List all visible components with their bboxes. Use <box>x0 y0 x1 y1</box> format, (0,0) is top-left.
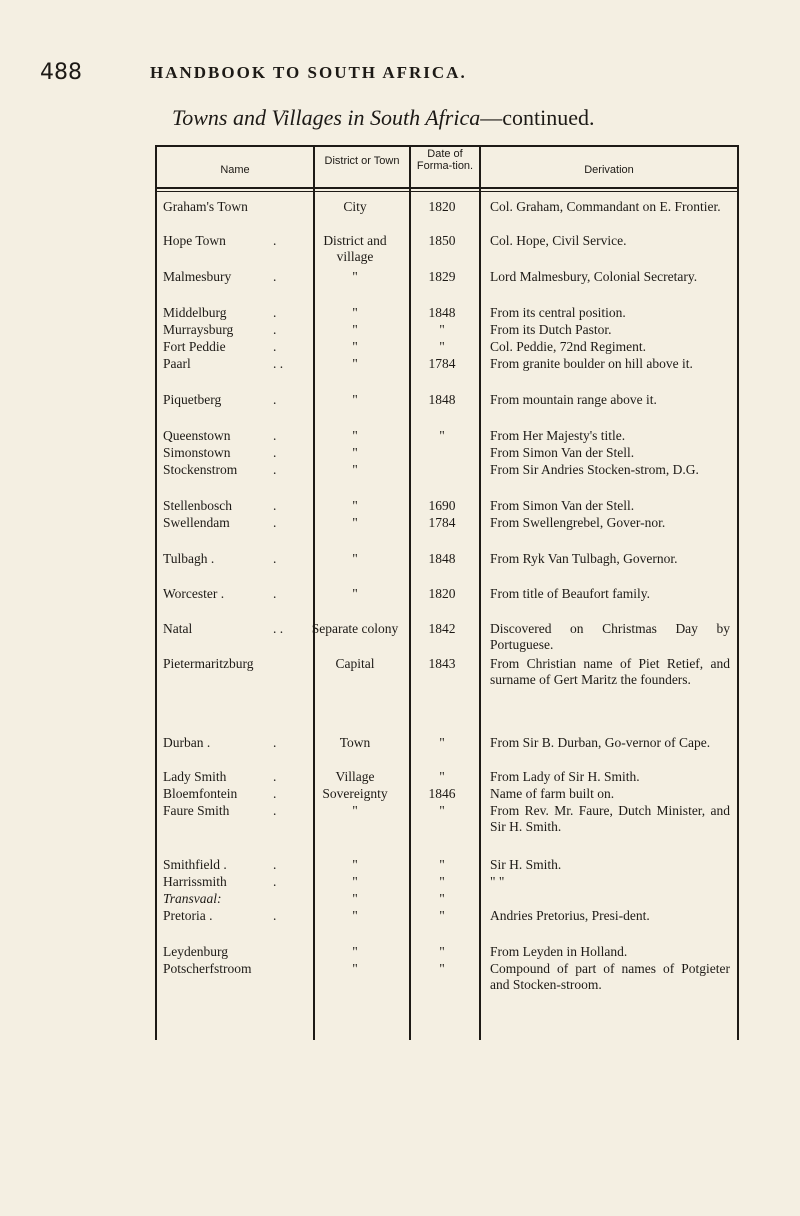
district-cell: Village <box>335 769 375 784</box>
town-name: Stockenstrom <box>163 462 238 477</box>
leader-dots: . <box>273 515 277 530</box>
date-cell: 1784 <box>428 356 456 371</box>
row-name <box>163 515 277 531</box>
district-cell: " <box>352 356 358 371</box>
district-cell: " <box>352 462 358 477</box>
derivation-cell: From its central position. <box>490 305 626 320</box>
district-cell: Sovereignty <box>322 786 388 801</box>
date-cell: " <box>439 908 445 923</box>
leader-dots: . <box>273 233 277 248</box>
derivation-cell: From granite boulder on hill above it. <box>490 356 693 371</box>
derivation-cell: From its Dutch Pastor. <box>490 322 612 337</box>
date-cell: 1842 <box>428 621 456 636</box>
row-name <box>163 392 277 408</box>
leader-dots: . <box>273 803 277 818</box>
leader-dots: . <box>273 392 277 407</box>
district-cell: " <box>352 586 358 601</box>
row-name <box>163 786 277 802</box>
leader-dots: . <box>273 462 277 477</box>
leader-dots: . <box>273 769 277 784</box>
row-name <box>163 199 248 215</box>
district-cell: " <box>352 498 358 513</box>
town-name: Bloemfontein <box>163 786 238 801</box>
district-cell: " <box>352 322 358 337</box>
leader-dots: . <box>273 908 277 923</box>
date-cell: 1820 <box>428 586 456 601</box>
town-name: Worcester . <box>163 586 225 601</box>
town-name: Piquetberg <box>163 392 222 407</box>
row-name <box>163 961 252 977</box>
district-cell: Capital <box>335 656 375 671</box>
town-name: Queenstown <box>163 428 231 443</box>
district-cell: " <box>352 515 358 530</box>
leader-dots: . <box>273 428 277 443</box>
district-cell: Separate colony <box>311 621 399 636</box>
column-header-name: Name <box>220 164 250 176</box>
leader-dots: . <box>273 269 277 284</box>
town-name: Pietermaritzburg <box>163 656 254 671</box>
leader-dots: . <box>273 305 277 320</box>
town-name: Transvaal: <box>163 891 222 906</box>
district-cell: City <box>343 199 367 214</box>
derivation-cell: From Swellengrebel, Gover-nor. <box>490 515 666 530</box>
date-cell: " <box>439 803 445 818</box>
derivation-cell: From Her Majesty's title. <box>490 428 626 443</box>
district-cell: " <box>352 908 358 923</box>
table-title-continued: —continued. <box>480 105 595 130</box>
leader-dots: . <box>273 551 277 566</box>
row-name <box>163 656 253 672</box>
town-name: Potscherfstroom <box>163 961 252 976</box>
towns-table <box>155 145 739 1040</box>
derivation-cell: From Sir B. Durban, Go-vernor of Cape. <box>490 735 711 750</box>
date-cell: 1820 <box>428 199 456 214</box>
leader-dots: . . <box>273 621 284 636</box>
leader-dots: . <box>273 498 277 513</box>
date-cell: " <box>439 428 445 443</box>
date-cell: 1690 <box>428 498 456 513</box>
header-rule <box>157 187 737 189</box>
derivation-cell: Col. Hope, Civil Service. <box>490 233 627 248</box>
town-name: Stellenbosch <box>163 498 232 513</box>
row-name <box>163 586 277 602</box>
town-name: Fort Peddie <box>163 339 226 354</box>
town-name: Faure Smith <box>163 803 230 818</box>
date-cell: " <box>439 857 445 872</box>
district-cell: " <box>352 944 358 959</box>
date-cell: " <box>439 961 445 976</box>
row-name <box>163 874 277 890</box>
date-cell: " <box>439 322 445 337</box>
row-name <box>163 944 228 960</box>
leader-dots: . <box>273 735 277 750</box>
page-number: 488 <box>40 60 82 85</box>
derivation-cell: From Simon Van der Stell. <box>490 498 635 513</box>
leader-dots: . <box>273 786 277 801</box>
derivation-cell: From Simon Van der Stell. <box>490 445 635 460</box>
district-cell: " <box>352 305 358 320</box>
row-name <box>163 269 277 285</box>
district-cell: " <box>352 339 358 354</box>
row-name <box>163 908 277 924</box>
derivation-cell: Andries Pretorius, Presi-dent. <box>490 908 650 923</box>
page-header <box>40 60 740 90</box>
leader-dots: . <box>273 322 277 337</box>
date-cell: 1848 <box>428 305 456 320</box>
derivation-cell: From Lady of Sir H. Smith. <box>490 769 640 784</box>
date-cell: " <box>439 944 445 959</box>
date-cell: 1848 <box>428 551 456 566</box>
row-name <box>163 462 277 478</box>
district-cell: " <box>352 857 358 872</box>
row-name <box>163 857 277 873</box>
town-name: Pretoria . <box>163 908 213 923</box>
district-cell: " <box>352 551 358 566</box>
derivation-cell: " " <box>490 874 505 889</box>
derivation-cell: From title of Beaufort family. <box>490 586 650 601</box>
derivation-cell: From mountain range above it. <box>490 392 657 407</box>
town-name: Natal <box>163 621 193 636</box>
date-cell: " <box>439 769 445 784</box>
derivation-cell: Name of farm built on. <box>490 786 615 801</box>
date-cell: 1843 <box>428 656 456 671</box>
district-cell: " <box>352 428 358 443</box>
derivation-cell: Discovered on Christmas Day by Portuguese. <box>490 621 730 652</box>
derivation-cell: Col. Graham, Commandant on E. Frontier. <box>490 199 721 214</box>
district-cell: District and village <box>323 233 387 264</box>
row-name <box>163 891 222 907</box>
row-name <box>163 769 277 785</box>
derivation-cell: Lord Malmesbury, Colonial Secretary. <box>490 269 698 284</box>
row-name <box>163 339 277 355</box>
column-separator <box>479 145 481 1040</box>
running-head: HANDBOOK TO SOUTH AFRICA. <box>150 63 467 82</box>
date-cell: " <box>439 735 445 750</box>
district-cell: " <box>352 874 358 889</box>
row-name <box>163 621 284 637</box>
town-name: Paarl <box>163 356 191 371</box>
town-name: Smithfield . <box>163 857 227 872</box>
town-name: Graham's Town <box>163 199 248 214</box>
table-title-main: Towns and Villages in South Africa <box>172 105 481 130</box>
date-cell: " <box>439 874 445 889</box>
district-cell: " <box>352 961 358 976</box>
date-cell: 1784 <box>428 515 456 530</box>
date-cell: 1848 <box>428 392 456 407</box>
row-name <box>163 233 277 249</box>
leader-dots: . <box>273 874 277 889</box>
town-name: Tulbagh . <box>163 551 215 566</box>
town-name: Murraysburg <box>163 322 234 337</box>
derivation-cell: Compound of part of names of Potgieter and Stocken-stroom. <box>490 961 730 992</box>
leader-dots: . <box>273 586 277 601</box>
district-cell: " <box>352 269 358 284</box>
date-cell: 1850 <box>428 233 456 248</box>
town-name: Durban . <box>163 735 211 750</box>
table-title <box>172 105 792 131</box>
date-cell: 1829 <box>428 269 456 284</box>
district-cell: Town <box>339 735 371 750</box>
date-cell: " <box>439 339 445 354</box>
town-name: Malmesbury <box>163 269 232 284</box>
town-name: Swellendam <box>163 515 230 530</box>
town-name: Simonstown <box>163 445 231 460</box>
town-name: Middelburg <box>163 305 227 320</box>
district-cell: " <box>352 803 358 818</box>
row-name <box>163 305 277 321</box>
derivation-cell: From Ryk Van Tulbagh, Governor. <box>490 551 678 566</box>
row-name <box>163 498 277 514</box>
row-name <box>163 428 277 444</box>
date-cell: " <box>439 891 445 906</box>
leader-dots: . <box>273 445 277 460</box>
derivation-cell: From Rev. Mr. Faure, Dutch Minister, and Sir H. Smith. <box>490 803 730 834</box>
district-cell: " <box>352 392 358 407</box>
town-name: Harrissmith <box>163 874 227 889</box>
derivation-cell: From Sir Andries Stocken-strom, D.G. <box>490 462 699 477</box>
derivation-cell: Col. Peddie, 72nd Regiment. <box>490 339 646 354</box>
column-header-district: District or Town <box>324 155 400 167</box>
date-cell: 1846 <box>428 786 456 801</box>
row-name <box>163 356 284 372</box>
derivation-cell: Sir H. Smith. <box>490 857 562 872</box>
district-cell: " <box>352 891 358 906</box>
town-name: Leydenburg <box>163 944 228 959</box>
row-name <box>163 803 277 819</box>
row-name <box>163 735 277 751</box>
row-name <box>163 551 277 567</box>
derivation-cell: From Christian name of Piet Retief, and surname of Gert Maritz the founders. <box>490 656 730 687</box>
row-name <box>163 445 277 461</box>
town-name: Lady Smith <box>163 769 227 784</box>
leader-dots: . <box>273 857 277 872</box>
column-header-date: Date of Forma-tion. <box>416 148 474 172</box>
column-header-derivation: Derivation <box>584 164 634 176</box>
leader-dots: . <box>273 339 277 354</box>
leader-dots: . . <box>273 356 284 371</box>
district-cell: " <box>352 445 358 460</box>
town-name: Hope Town <box>163 233 226 248</box>
row-name <box>163 322 277 338</box>
header-rule <box>157 191 737 192</box>
derivation-cell: From Leyden in Holland. <box>490 944 628 959</box>
